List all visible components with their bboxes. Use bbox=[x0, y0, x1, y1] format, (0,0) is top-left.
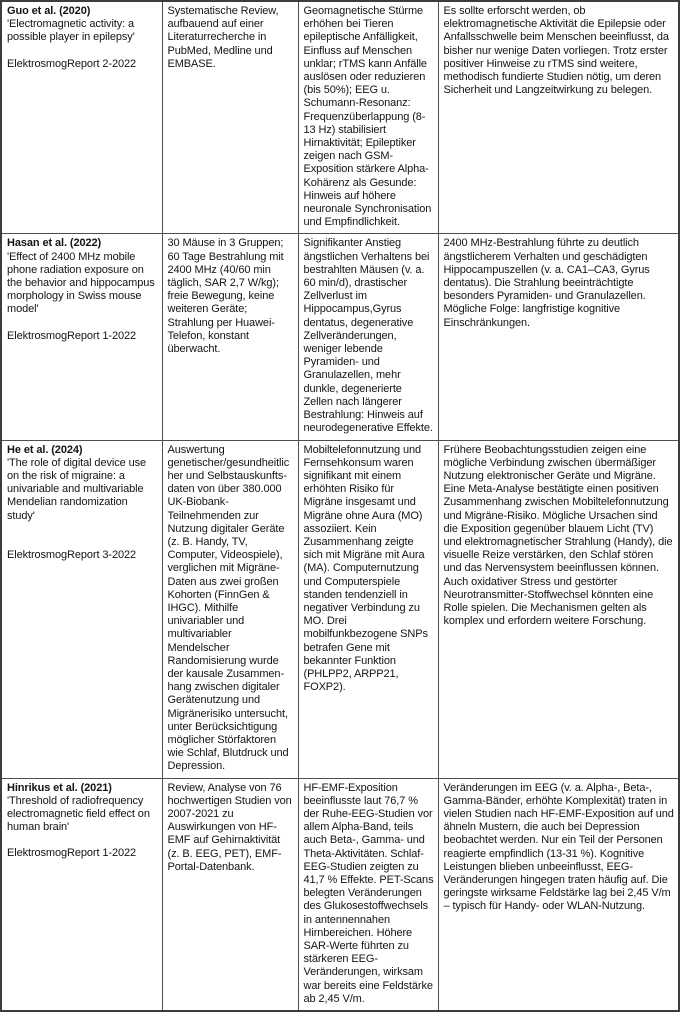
study-cell bbox=[1, 778, 162, 1011]
study-title: 'The role of digital device use on the risk of migraine: a univariable and multivariable Mendelian randomization study' bbox=[7, 456, 147, 522]
study-authors: Hasan et al. (2022) bbox=[7, 237, 102, 250]
conclusion-text: Es sollte erforscht werden, ob elektromagnetische Aktivität die Epilepsie oder Anfallsschwelle beim Menschen beeinflusst, da bisher nur wenige Daten vorliegen. Trotz erster positiver Hinweise zu rTMS sind weitere, methodisch fundierte Studien nötig, um deren Sicherheit und Langzeitwirkung zu belegen. bbox=[443, 5, 669, 97]
study-cell bbox=[1, 1, 162, 234]
study-source: ElektrosmogReport 3-2022 bbox=[7, 548, 137, 561]
table-row bbox=[1, 778, 679, 1011]
study-authors: Hinrikus et al. (2021) bbox=[7, 781, 112, 794]
results-text: Mobiltelefonnutzung und Fernsehkonsum waren signifikant mit einem erhöhten Risiko für Migräne insgesamt und Migräne ohne Aura (MO) assoziiert. Kein Zusammenhang zeigte sich mit Migräne mit Aura (MA). Computernutzung und Computerspiele standen tendenziell in negativer Verbindung zu MO. Drei mobilfunkbezogene SNPs betrafen Gene mit bekannter Funktion (PHLPP2, ARPP21, FOXP2). bbox=[303, 443, 428, 694]
conclusion-text: 2400 MHz-Bestrahlung führte zu deutlich ängstlicherem Verhalten und geschädigten Hippocampuszellen (v. a. CA1–CA3, Gyrus dentatus). Die Strahlung beeinträchtigte besonders Pyramiden- und Granulazellen. Mögliche Folge: langfristige kognitive Einschränkungen. bbox=[443, 237, 650, 329]
methods-cell bbox=[162, 440, 298, 778]
conclusion-cell bbox=[438, 234, 679, 440]
study-source: ElektrosmogReport 1-2022 bbox=[7, 847, 137, 860]
study-title: 'Effect of 2400 MHz mobile phone radiation exposure on the behavior and hippocampus morphology in Swiss mouse model' bbox=[7, 250, 155, 316]
conclusion-cell bbox=[438, 440, 679, 778]
study-title: 'Threshold of radiofrequency electromagnetic field effect on human brain' bbox=[7, 794, 150, 834]
methods-cell bbox=[162, 1, 298, 234]
methods-text: 30 Mäuse in 3 Gruppen; 60 Tage Bestrahlung mit 2400 MHz (40/60 min täglich, SAR 2,7 W/kg); freie Bewegung, keine weiteren Geräte; Strahlung per Huawei-Telefon, konstant überwacht. bbox=[167, 237, 284, 356]
results-text: Signifikanter Anstieg ängstlichen Verhaltens bei bestrahlten Mäusen (v. a. 60 min/d), drastischer Zellverlust im Hippocampus,Gyrus dentatus, degenerative Zellveränderungen, weniger lebende Pyramiden- und Granulazellen, mehr dunkle, degenerierte Zellen nach längerer Bestrahlung: Hinweis auf neurodegenerative Effekte. bbox=[303, 237, 433, 435]
results-text: HF-EMF-Exposition beeinflusste laut 76,7 % der Ruhe-EEG-Studien vor allem Alpha-Band, teils auch Beta-, Gamma- und Theta-Aktivitäten. Schlaf-EEG-Studien zeigten zu 41,7 % Effekte. PET-Scans belegten Veränderungen des Glukosestoffwechsels in antennennahen Hirnbereichen. Höhere SAR-Werte führten zu stärkeren EEG-Veränderungen, wirksam war bereits eine Feldstärke ab 2,45 V/m. bbox=[303, 781, 434, 1005]
study-source: ElektrosmogReport 2-2022 bbox=[7, 57, 137, 70]
results-cell bbox=[298, 234, 438, 440]
table-row bbox=[1, 440, 679, 778]
table-row bbox=[1, 234, 679, 440]
results-text: Geomagnetische Stürme erhöhen bei Tieren epileptische Anfälligkeit, Einfluss auf Menschen unklar; rTMS kann Anfälle auslösen oder reduzieren (bis 50%); EEG u. Schumann-Resonanz: Frequenzüberlappung (8-13 Hz) stabilisiert Hirnaktivität; Epileptiker zeigen nach GSM-Exposition stärkere Alpha-Kohärenz als Gesunde: Hinweis auf höhere neuronale Synchronisation und Empfindlichkeit. bbox=[303, 5, 432, 229]
results-cell bbox=[298, 778, 438, 1011]
results-cell bbox=[298, 1, 438, 234]
study-title: 'Electromagnetic activity: a possible player in epilepsy' bbox=[7, 18, 135, 44]
methods-cell bbox=[162, 234, 298, 440]
conclusion-cell bbox=[438, 778, 679, 1011]
results-cell bbox=[298, 440, 438, 778]
conclusion-text: Frühere Beobachtungsstudien zeigen eine mögliche Verbindung zwischen übermäßiger Nutzung elektronischer Geräte und Migräne. Eine Meta-Analyse bestätigte einen positiven Zusammenhang zwischen Mobiltelefonnutzung und Migräne-Risiko. Mögliche Ursachen sind die Exposition gegenüber blauem Licht (TV) und elektromagnetischer Strahlung (Handy), die visuelle Reize verstärken, den Schlaf stören und das Nervensystem beeinflussen können. Auch oxidativer Stress und gestörter Neurotransmitter-Stoffwechsel könnten eine Rolle spielen. Die Mechanismen gelten als komplex und erfordern weitere Forschung. bbox=[443, 443, 673, 628]
study-cell bbox=[1, 440, 162, 778]
conclusion-cell bbox=[438, 1, 679, 234]
study-source: ElektrosmogReport 1-2022 bbox=[7, 329, 137, 342]
study-authors: He et al. (2024) bbox=[7, 443, 83, 456]
methods-text: Review, Analyse von 76 hochwertigen Studien von 2007-2021 zu Auswirkungen von HF-EMF auf Gehirnaktivität (z. B. EEG, PET), EMF-Portal-Datenbank. bbox=[167, 781, 292, 873]
study-cell bbox=[1, 234, 162, 440]
conclusion-text: Veränderungen im EEG (v. a. Alpha-, Beta-, Gamma-Bänder, erhöhte Komplexität) traten in vielen Studien nach HF-EMF-Exposition auf und ähneln Mustern, die auch bei Depression beobachtet werden. Nur ein Teil der Personen reagierte empfindlich (13-31 %). Kognitive Leistungen blieben unbeeinflusst, EEG-Veränderungen hingegen traten häufig auf. Die geringste wirksame Feldstärke lag bei 2,45 V/m – typisch für Handy- oder WLAN-Nutzung. bbox=[443, 781, 674, 913]
methods-cell bbox=[162, 778, 298, 1011]
methods-text: Systematische Review, aufbauend auf einer Literaturrecherche in PubMed, Medline und EMBASE. bbox=[167, 5, 279, 70]
table-row bbox=[1, 1, 679, 234]
study-authors: Guo et al. (2020) bbox=[7, 5, 91, 17]
methods-text: Auswertung genetischer/gesundheitlicher und Selbstauskunfts-daten von über 380.000 UK-Biobank-Teilnehmenden zur Nutzung digitaler Geräte (z. B. Handy, TV, Computer, Videospiele), verglichen mit Migräne-Daten aus zwei großen Kohorten (FinnGen & IHGC). Mithilfe univariabler und multivariabler Mendelscher Randomisierung wurde der kausale Zusammen-hang zwischen digitaler Gerätenutzung und Migränerisiko untersucht, unter Berücksichtigung möglicher Störfaktoren wie Schlaf, Blutdruck und Depression. bbox=[167, 443, 290, 773]
